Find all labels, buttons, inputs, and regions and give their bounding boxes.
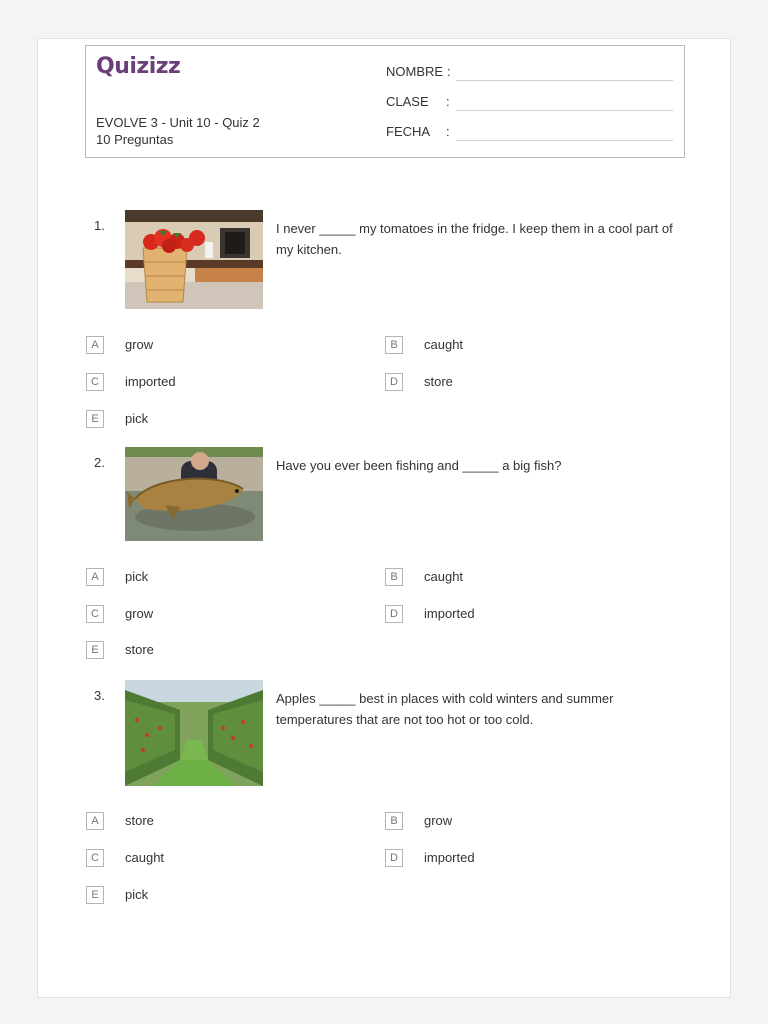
option-text: imported [424, 850, 475, 865]
option-letter: A [86, 812, 104, 830]
option-letter: E [86, 410, 104, 428]
name-label: NOMBRE [386, 64, 444, 79]
option-letter: C [86, 373, 104, 391]
option-letter: B [385, 812, 403, 830]
class-line [456, 110, 673, 111]
worksheet-header [85, 45, 685, 158]
basket-of-tomatoes-image [125, 210, 263, 309]
option-text: store [424, 374, 453, 389]
option-text: imported [424, 606, 475, 621]
option-text: pick [125, 411, 149, 426]
option-letter: D [385, 605, 403, 623]
question-text: I never _____ my tomatoes in the fridge. I keep them in a cool part of my kitchen. [276, 221, 673, 257]
option-letter: D [385, 849, 403, 867]
option-letter: A [86, 568, 104, 586]
option-letter: C [86, 849, 104, 867]
option-letter: C [86, 605, 104, 623]
date-line [456, 140, 673, 141]
option-letter: B [385, 568, 403, 586]
question-number: 1. [94, 218, 105, 233]
question-text: Have you ever been fishing and _____ a big fish? [276, 458, 562, 473]
quiz-title: EVOLVE 3 - Unit 10 - Quiz 2 [96, 115, 260, 130]
option-text: grow [424, 813, 453, 828]
option-text: caught [424, 337, 464, 352]
man-holding-carp-image [125, 447, 263, 541]
option-text: grow [125, 337, 154, 352]
option-text: store [125, 642, 154, 657]
date-colon: : [446, 124, 450, 139]
option-text: pick [125, 569, 149, 584]
option-text: store [125, 813, 154, 828]
option-text: pick [125, 887, 149, 902]
option-letter: E [86, 886, 104, 904]
option-text: caught [125, 850, 165, 865]
class-colon: : [446, 94, 450, 109]
option-letter: E [86, 641, 104, 659]
name-line [456, 80, 673, 81]
question-text: Apples _____ best in places with cold winters and summer temperatures that are not too hot or too cold. [276, 691, 614, 727]
date-label: FECHA [386, 124, 431, 139]
quizizz-logo: Quizizz [96, 54, 181, 79]
option-letter: A [86, 336, 104, 354]
apple-orchard-image [125, 680, 263, 786]
class-label: CLASE [386, 94, 429, 109]
question-number: 2. [94, 455, 105, 470]
option-text: grow [125, 606, 154, 621]
option-text: imported [125, 374, 176, 389]
option-text: caught [424, 569, 464, 584]
question-number: 3. [94, 688, 105, 703]
option-letter: B [385, 336, 403, 354]
name-colon: : [447, 64, 451, 79]
question-count: 10 Preguntas [96, 132, 174, 147]
option-letter: D [385, 373, 403, 391]
